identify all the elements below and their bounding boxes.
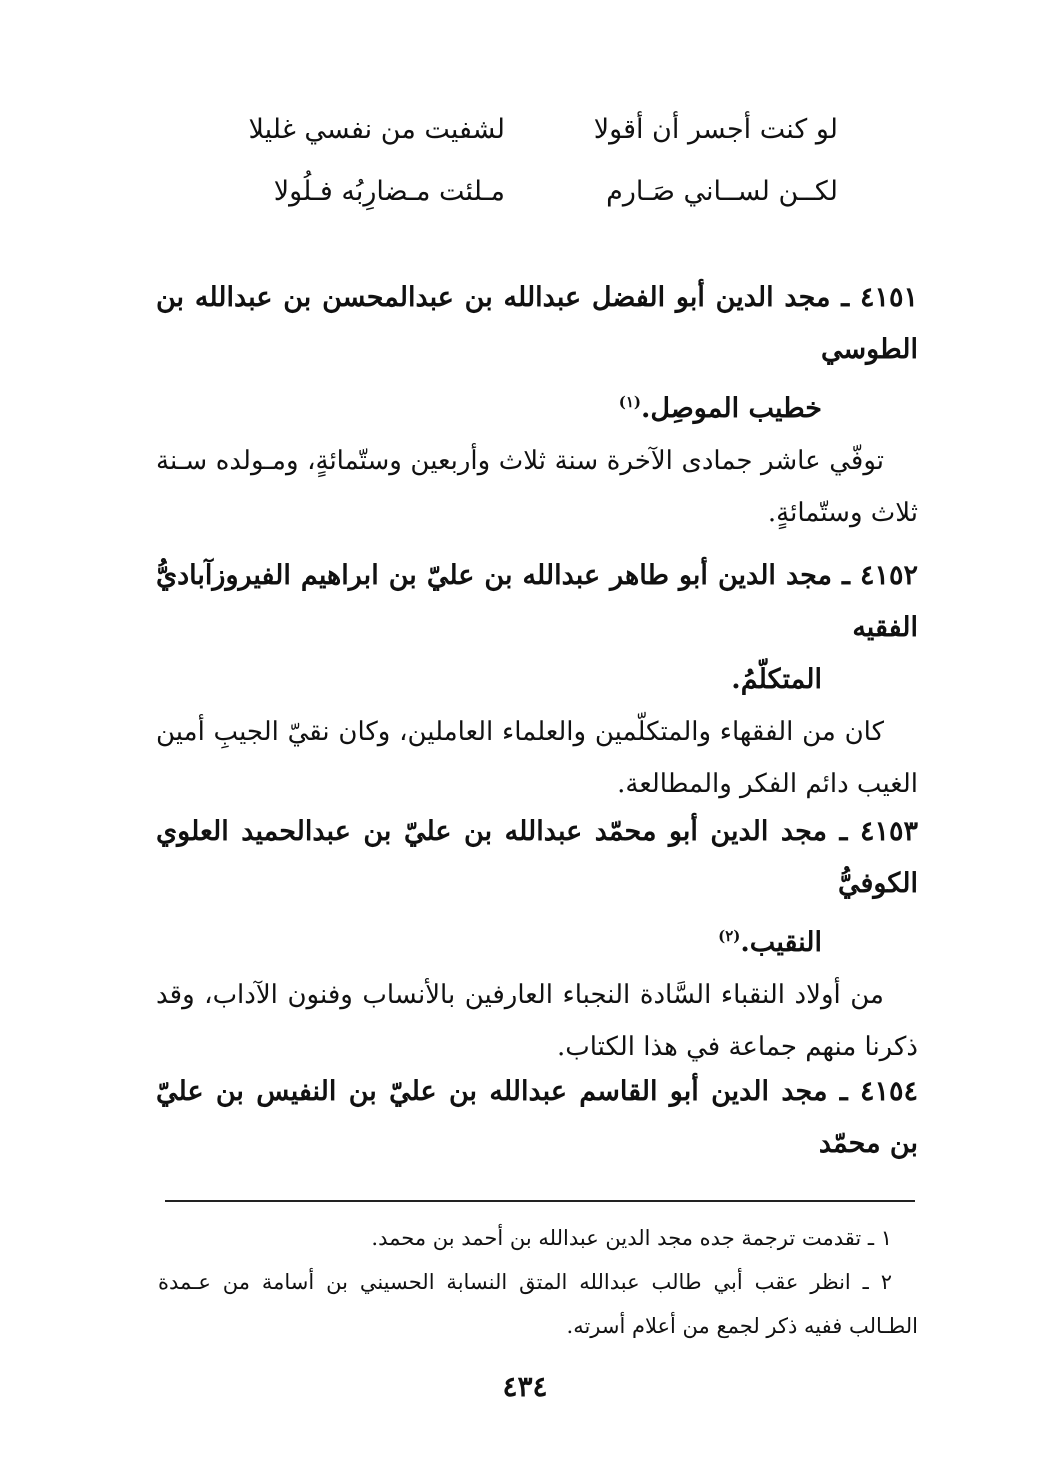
entry-number: ٤١٥٤ [859,1076,918,1107]
entry-title: مجد الدين أبو محمّد عبدالله بن عليّ بن عبدالحميد العلوي الكوفيُّ [156,816,918,899]
footnote-2: ٢ ـ انظر عقب أبي طالب عبدالله المتق النسابة الحسيني بن أسامة من عـمدة الطـالب ففيه ذكر لجمع من أعلام أسرته. [158,1270,918,1338]
verse-2-first-hemistich: لكــن لســاني صَـارم [606,176,838,207]
entry-body: توفّي عاشر جمادى الآخرة سنة ثلاث وأربعين وستّمائةٍ، ومـولده سـنة ثلاث وستّمائةٍ. [156,446,918,528]
entry-title-continued: خطيب الموصِل. [641,393,822,424]
footnote-divider [165,1200,915,1202]
entry-body: كان من الفقهاء والمتكلّمين والعلماء العاملين، وكان نقيّ الجيبِ أمين الغيب دائم الفكر والمطالعة. [156,717,918,799]
entry-title: مجد الدين أبو الفضل عبدالله بن عبدالمحسن بن عبدالله بن الطوسي [156,282,918,365]
entry-title-continued: النقيب. [740,927,822,958]
footnote-ref-2[interactable]: (٢) [718,927,741,945]
entry-title-continued: المتكلّمُ. [731,664,822,695]
entry-number: ٤١٥١ [859,282,918,313]
verse-1-first-hemistich: لو كنت أجسر أن أقولا [593,114,838,145]
entry-body: من أولاد النقباء السَّادة النجباء العارفين بالأنساب وفنون الآداب، وقد ذكرنا منهم جماعة في هذا الكتاب. [156,980,918,1062]
footnote-1: ١ ـ تقدمت ترجمة جده مجد الدين عبدالله بن أحمد بن محمد. [371,1226,892,1250]
entry-heading: ٤١٥٢ ـ مجد الدين أبو طاهر عبدالله بن عليّ بن ابراهيم الفيروزآباديُّ الفقيه المتكلّمُ. [156,560,918,695]
entry-heading: ٤١٥٣ ـ مجد الدين أبو محمّد عبدالله بن عليّ بن عبدالحميد العلوي الكوفيُّ النقيب.$^{(٢)}$ [156,816,918,958]
footnote-ref-1[interactable]: (١) [618,393,642,411]
verse-1-second-hemistich: لشفيت من نفسي غليلا [248,114,505,145]
page-number: ٤٣٤ [502,1370,548,1403]
verse-2 [0,167,1050,229]
entry-title: مجد الدين أبو طاهر عبدالله بن عليّ بن ابراهيم الفيروزآباديُّ الفقيه [156,560,918,643]
verse-2-second-hemistich: مـلئت مـضارِبُه فـلُولا [273,176,505,207]
entry-number: ٤١٥٢ [859,560,918,591]
entry-heading: ٤١٥٤ ـ مجد الدين أبو القاسم عبدالله بن عليّ بن النفيس بن عليّ بن محمّد [156,1076,918,1159]
entry-title: مجد الدين أبو القاسم عبدالله بن عليّ بن النفيس بن عليّ بن محمّد [156,1076,918,1159]
poem [0,105,1050,229]
entry-heading: ٤١٥١ ـ مجد الدين أبو الفضل عبدالله بن عبدالمحسن بن عبدالله بن الطوسي خطيب الموصِل.$^{(١)}$ [156,282,918,424]
entry-4152 [156,550,918,810]
verse-1 [0,105,1050,167]
entry-number: ٤١٥٣ [859,816,918,847]
entry-4153 [156,806,918,1073]
entry-4154 [156,1066,918,1170]
footnotes [158,1216,918,1348]
entry-4151 [156,272,918,539]
